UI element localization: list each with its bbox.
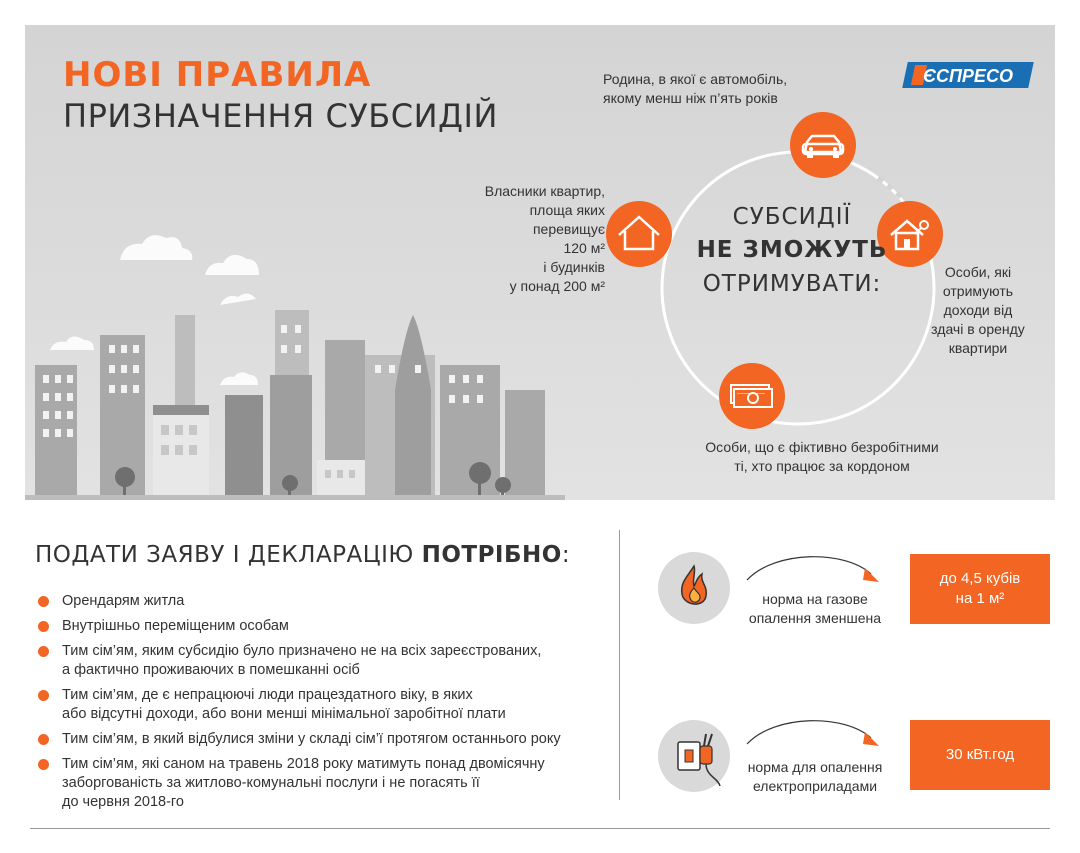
center-heading-line1: СУБСИДІЇ (732, 204, 852, 230)
fire-icon (658, 552, 730, 624)
bullet-icon (38, 734, 49, 745)
gas-norm-label (730, 590, 900, 628)
bullet-icon (38, 690, 49, 701)
center-heading-line3: ОТРИМУВАТИ: (702, 271, 882, 297)
apply-section-title (35, 542, 570, 568)
bullet-icon (38, 759, 49, 770)
bullet-icon (38, 621, 49, 632)
list-item (38, 686, 608, 724)
car-owners-text-line: Родина, в якої є автомобіль, (603, 71, 788, 87)
espreso-logo-text: ЄСПРЕСО (923, 66, 1013, 86)
gas-norm-circle (658, 552, 730, 624)
apply-list (38, 592, 608, 818)
list-item-text: Тим сім’ям, в який відбулися зміни у складі сім’ї протягом останнього року (62, 731, 561, 747)
car-owners-text-line: якому менш ніж п’ять років (603, 90, 778, 106)
property-owners-text (480, 182, 605, 296)
landlords-text-line: отримують (942, 283, 1014, 299)
apply-title-bold: ПОТРІБНО (421, 542, 562, 568)
car-icon (790, 112, 856, 178)
center-heading-line2: НЕ ЗМОЖУТЬ (696, 237, 888, 263)
list-item-text: або відсутні доходи, або вони менші мінімальної заробітної плати (62, 706, 506, 722)
landlords-text-line: здачі в оренду (931, 321, 1025, 337)
landlords-text-line: квартири (948, 340, 1008, 356)
title-main: ПРИЗНАЧЕННЯ СУБСИДІЙ (63, 97, 498, 135)
list-item-text: Тим сім’ям, де є непрацюючі люди працездатного віку, в яких (62, 687, 473, 703)
bottom-divider (30, 828, 1050, 829)
electric-norm-circle (658, 720, 730, 792)
list-item (38, 592, 608, 611)
bullet-icon (38, 596, 49, 607)
list-item-text: Тим сім’ям, які саном на травень 2018 року матимуть понад двомісячну (62, 756, 545, 772)
gas-norm-value-line: на 1 м² (955, 590, 1005, 607)
money-icon (719, 363, 785, 429)
landlords-text-line: Особи, які (944, 264, 1012, 280)
list-item-text: а фактично проживаючих в помешканні осіб (62, 662, 360, 678)
unemployed-text (692, 438, 952, 476)
gas-norm-value-line: до 4,5 кубів (939, 570, 1021, 587)
property-owners-text-line: і будинків (543, 259, 605, 275)
list-item-text: Тим сім’ям, яким субсидію було призначено не на всіх зареєстрованих, (62, 643, 542, 659)
top-infographic-panel (25, 25, 1055, 500)
electric-norm-value-line: 30 кВт.год (945, 746, 1015, 763)
list-item (38, 617, 608, 636)
apply-title-prefix: ПОДАТИ ЗАЯВУ І ДЕКЛАРАЦІЮ (35, 542, 422, 568)
landlords-text-line: доходи від (943, 302, 1013, 318)
list-item-text: Внутрішньо переміщеним особам (62, 618, 289, 634)
unemployed-text-line: ті, хто працює за кордоном (734, 458, 910, 474)
list-item (38, 642, 608, 680)
list-item-text: до червня 2018-го (62, 794, 184, 810)
apply-title-suffix: : (561, 542, 571, 568)
list-item-text: Орендарям житла (62, 593, 185, 609)
electric-norm-label (730, 758, 900, 796)
plug-icon (658, 720, 730, 792)
property-owners-text-line: перевищує (532, 221, 605, 237)
electric-norm-label-line: норма для опалення (747, 759, 883, 775)
car-owners-text (603, 70, 787, 108)
electric-arrow (745, 716, 885, 750)
vertical-divider (619, 530, 620, 800)
list-item-text: заборгованість за житлово-комунальні послуги і не погасять її (62, 775, 480, 791)
title-highlight: НОВІ ПРАВИЛА (63, 55, 372, 95)
gas-norm-value (910, 554, 1050, 624)
unemployed-text-line: Особи, що є фіктивно безробітними (705, 439, 939, 455)
electric-norm-value (910, 720, 1050, 790)
property-owners-text-line: 120 м² (563, 240, 605, 256)
property-owners-text-line: площа яких (529, 202, 605, 218)
property-owners-text-line: у понад 200 м² (509, 278, 605, 294)
gas-norm-label-line: норма на газове (762, 591, 868, 607)
gas-arrow (745, 552, 885, 586)
property-owners-text-line: Власники квартир, (484, 183, 605, 199)
landlords-text (923, 263, 1033, 358)
gas-norm-label-line: опалення зменшена (748, 610, 882, 626)
electric-norm-label-line: електроприладами (752, 778, 878, 794)
bullet-icon (38, 646, 49, 657)
list-item (38, 755, 608, 812)
house-icon (606, 201, 672, 267)
list-item (38, 730, 608, 749)
